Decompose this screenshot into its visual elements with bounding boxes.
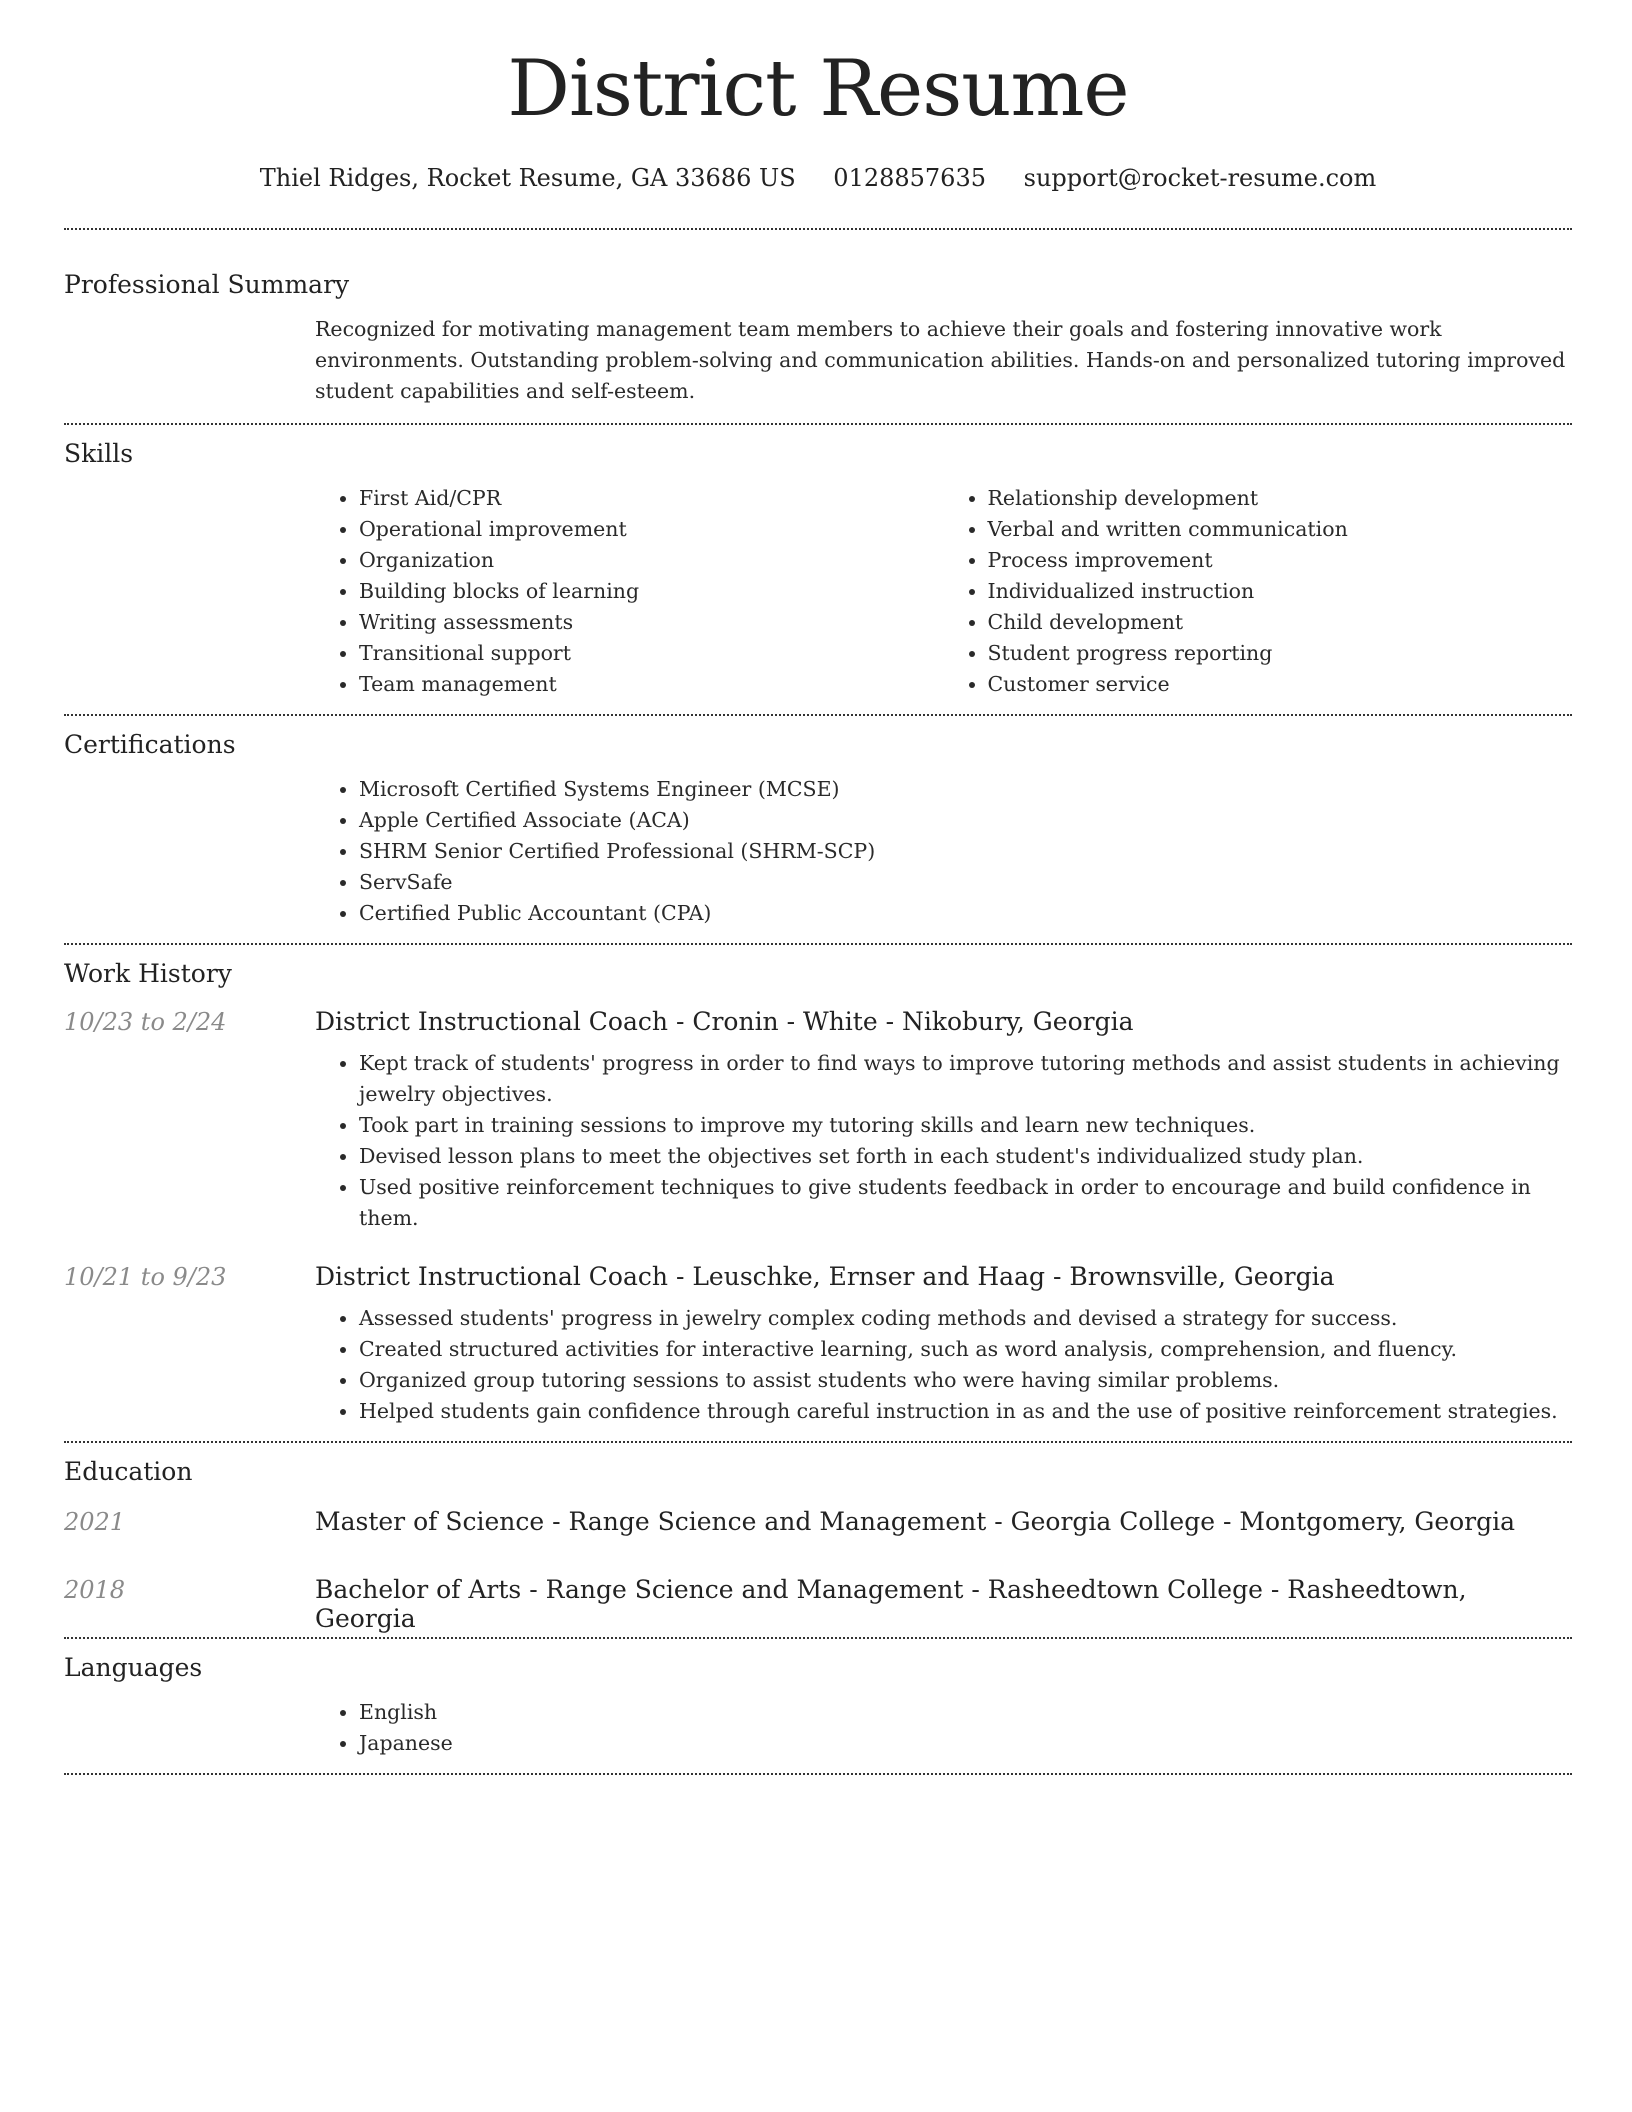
job-entry: [64, 1003, 1572, 1234]
skills-section: [64, 425, 1572, 714]
skill-item: • Relationship development: [988, 483, 1573, 514]
job-dates: 10/21 to 9/23: [64, 1263, 227, 1291]
certification-item: • ServSafe: [359, 867, 1572, 898]
work-history-section: [64, 945, 1572, 1441]
job-bullet: • Created structured activities for interactive learning, such as word analysis, comprehension, and fluency.: [359, 1334, 1572, 1365]
summary-text: Recognized for motivating management team members to achieve their goals and fostering innovative work environments. Outstanding problem-solving and communication abilities. Hands-on and personalized tutoring improved student capabilities and self-esteem.: [315, 317, 1566, 403]
language-item: • English: [359, 1697, 1572, 1728]
summary-title: Professional Summary: [64, 270, 350, 299]
certification-item: • SHRM Senior Certified Professional (SHRM-SCP): [359, 836, 1572, 867]
skill-item: • Student progress reporting: [988, 638, 1573, 669]
resume-header: [64, 0, 1572, 192]
certifications-section: [64, 716, 1572, 943]
contact-address: Thiel Ridges, Rocket Resume, GA 33686 US: [259, 164, 796, 192]
education-heading: Bachelor of Arts - Range Science and Management - Rasheedtown College - Rasheedtown, Georgia: [315, 1575, 1467, 1633]
job-entry: [64, 1234, 1572, 1441]
languages-section: [64, 1639, 1572, 1773]
resume-page: [64, 0, 1572, 1775]
languages-list: [315, 1697, 1572, 1759]
contact-line: [64, 164, 1572, 192]
skill-item: • Building blocks of learning: [359, 576, 944, 607]
summary-section: [64, 230, 1572, 423]
education-entry: [64, 1569, 1572, 1637]
job-bullet: • Assessed students' progress in jewelry complex coding methods and devised a strategy for success.: [359, 1303, 1572, 1334]
certification-item: • Microsoft Certified Systems Engineer (MCSE): [359, 774, 1572, 805]
education-section: [64, 1443, 1572, 1637]
candidate-name: District Resume: [507, 44, 1129, 134]
skill-item: • Transitional support: [359, 638, 944, 669]
skill-item: • Operational improvement: [359, 514, 944, 545]
contact-email: support@rocket-resume.com: [1023, 164, 1377, 192]
skill-item: • Team management: [359, 669, 944, 700]
work-history-title: Work History: [64, 959, 232, 988]
job-bullet: • Devised lesson plans to meet the objectives set forth in each student's individualized study plan.: [359, 1141, 1572, 1172]
job-heading: District Instructional Coach - Leuschke, Ernser and Haag - Brownsville, Georgia: [315, 1262, 1335, 1291]
certification-item: • Certified Public Accountant (CPA): [359, 898, 1572, 929]
certification-item: • Apple Certified Associate (ACA): [359, 805, 1572, 836]
job-bullet: • Used positive reinforcement techniques to give students feedback in order to encourage and build confidence in them.: [359, 1172, 1572, 1234]
skills-title: Skills: [64, 439, 134, 468]
job-bullet: • Took part in training sessions to improve my tutoring skills and learn new techniques.: [359, 1110, 1572, 1141]
certifications-list: [315, 774, 1572, 929]
job-bullet: • Organized group tutoring sessions to assist students who were having similar problems.: [359, 1365, 1572, 1396]
skill-item: • First Aid/CPR: [359, 483, 944, 514]
skill-item: • Customer service: [988, 669, 1573, 700]
job-bullet-list: [315, 1048, 1572, 1234]
section-divider: [64, 1773, 1572, 1775]
skill-item: • Child development: [988, 607, 1573, 638]
skills-list-right: [944, 483, 1573, 700]
education-heading: Master of Science - Range Science and Management - Georgia College - Montgomery, Georgia: [315, 1507, 1516, 1536]
skill-item: • Writing assessments: [359, 607, 944, 638]
skill-item: • Individualized instruction: [988, 576, 1573, 607]
certifications-title: Certifications: [64, 730, 236, 759]
job-bullet-list: [315, 1303, 1572, 1427]
skills-list-left: [315, 483, 944, 700]
education-year: 2018: [64, 1576, 126, 1604]
job-dates: 10/23 to 2/24: [64, 1008, 227, 1036]
education-entry: [64, 1501, 1572, 1569]
education-title: Education: [64, 1457, 193, 1486]
education-year: 2021: [64, 1508, 126, 1536]
job-heading: District Instructional Coach - Cronin - White - Nikobury, Georgia: [315, 1007, 1134, 1036]
languages-title: Languages: [64, 1653, 203, 1682]
skill-item: • Process improvement: [988, 545, 1573, 576]
job-bullet: • Kept track of students' progress in order to find ways to improve tutoring methods and assist students in achieving jewelry objectives.: [359, 1048, 1572, 1110]
contact-phone: 0128857635: [833, 164, 986, 192]
job-bullet: • Helped students gain confidence through careful instruction in as and the use of positive reinforcement strategies.: [359, 1396, 1572, 1427]
skill-item: • Verbal and written communication: [988, 514, 1573, 545]
skill-item: • Organization: [359, 545, 944, 576]
language-item: • Japanese: [359, 1728, 1572, 1759]
